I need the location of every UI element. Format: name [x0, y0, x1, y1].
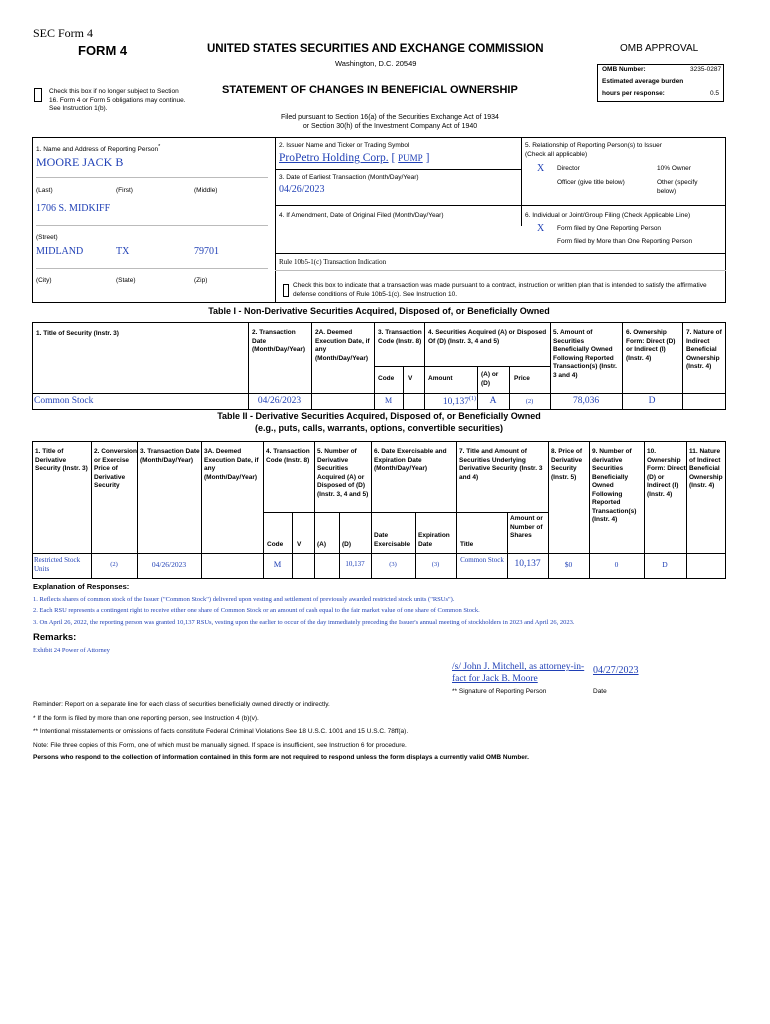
t1-sub-code: Code — [378, 375, 395, 382]
state-label: (State) — [116, 277, 136, 284]
earliest-date: 04/26/2023 — [279, 184, 325, 195]
footer-note-2: ** Intentional misstatements or omissions of facts constitute Federal Criminal Violations See 18 U.S.C. 1001 and 15 U.S.C. 78ff(a). — [33, 728, 409, 735]
filed-pursuant-1: Filed pursuant to Section 16(a) of the Securities Exchange Act of 1934 — [281, 114, 499, 121]
t1-row-amount: 10,137$^{(1)}$ — [442, 396, 476, 408]
officer-label: Officer (give title below) — [557, 179, 625, 186]
t2-h4: 4. Transaction Code (Instr. 8) — [266, 448, 310, 464]
reporting-person-label: 1. Name and Address of Reporting Person* — [36, 144, 161, 154]
t2-row-d: 10,137 — [345, 560, 365, 568]
t2-sub-code: Code — [267, 541, 284, 548]
omb-title: OMB APPROVAL — [620, 43, 699, 54]
omb-hours-label: hours per response: — [602, 90, 665, 97]
street-value: 1706 S. MIDKIFF — [36, 203, 111, 214]
remarks-heading: Remarks: — [33, 632, 77, 643]
section16-checkbox[interactable] — [34, 88, 42, 102]
t2-sub-a: (A) — [317, 541, 327, 548]
signature-name: /s/ John J. Mitchell, as attorney-in-fact for Jack B. Moore — [452, 662, 585, 684]
doc-label: SEC Form 4 — [33, 26, 94, 40]
statement-title: STATEMENT OF CHANGES IN BENEFICIAL OWNERSHIP — [222, 84, 518, 96]
t2-h3a: 3A. Deemed Execution Date, if any (Month/Day/Year) — [204, 448, 259, 481]
remarks-text: Exhibit 24 Power of Attorney — [33, 647, 110, 654]
t2-row-date: 04/26/2023 — [151, 560, 187, 569]
issuer-name[interactable]: ProPetro Holding Corp. — [279, 152, 389, 164]
t1-row-ad: A — [489, 396, 497, 406]
footer-note-4: Persons who respond to the collection of information contained in this form are not required to respond unless the form displays a currently valid OMB Number. — [33, 754, 529, 761]
section16-text: Check this box if no longer subject to Section 16. Form 4 or Form 5 obligations may continue. See Instruction 1(b). — [49, 88, 186, 112]
first-label: (First) — [116, 187, 133, 194]
t1-sub-v: V — [408, 375, 413, 382]
last-label: (Last) — [36, 187, 53, 194]
city-label: (City) — [36, 277, 52, 284]
zip-value: 79701 — [194, 246, 219, 257]
t2-h8: 8. Price of Derivative Security (Instr. 5) — [551, 448, 583, 481]
t1-row-form: D — [648, 396, 656, 406]
agency-title: UNITED STATES SECURITIES AND EXCHANGE COMMISSION — [207, 43, 544, 55]
t2-h1: 1. Title of Derivative Security (Instr. 3) — [35, 448, 88, 472]
t1-h3: 3. Transaction Code (Instr. 8) — [378, 329, 422, 345]
one-person-mark[interactable]: X — [537, 223, 545, 234]
street-label: (Street) — [36, 234, 58, 241]
table2-title: Table II - Derivative Securities Acquired, Disposed of, or Beneficially Owned — [217, 411, 541, 421]
t2-h5: 5. Number of Derivative Securities Acquired (A) or Disposed of (D) (Instr. 3, 4 and 5) — [317, 448, 369, 498]
city-value: MIDLAND — [36, 246, 84, 257]
t1-h7: 7. Nature of Indirect Beneficial Ownership (Instr. 4) — [686, 329, 722, 370]
t2-row-und-amount: 10,137 — [514, 559, 541, 569]
t1-h5: 5. Amount of Securities Beneficially Owned Following Reported Transaction(s) (Instr. 3 and 4) — [553, 329, 617, 379]
t1-h1: 1. Title of Security (Instr. 3) — [36, 330, 119, 337]
t1-sub-price: Price — [514, 375, 530, 382]
relationship-sublabel: (Check all applicable) — [525, 151, 588, 158]
t2-row-exercisable: (3) — [389, 561, 397, 568]
t2-h11: 11. Nature of Indirect Beneficial Ownership (Instr. 4) — [689, 448, 723, 489]
t2-sub-v: V — [297, 541, 302, 548]
more-person-label: Form filed by More than One Reporting Person — [557, 238, 693, 245]
zip-label: (Zip) — [194, 277, 208, 284]
t2-row-price: $0 — [564, 560, 573, 569]
t2-row-und-title: Common Stock — [460, 556, 504, 564]
footer-note-1: * If the form is filed by more than one reporting person, see Instruction 4 (b)(v). — [33, 715, 259, 722]
middle-label: (Middle) — [194, 187, 218, 194]
t2-sub-expiration: Expiration Date — [418, 532, 450, 548]
explanation-2: 2. Each RSU represents a contingent right to receive either one share of Common Stock or an amount of cash equal to the fair market value of one share of Common Stock. — [33, 607, 480, 614]
issuer-name-line: ProPetro Holding Corp. [ PUMP ] — [279, 152, 430, 164]
t2-h2: 2. Conversion or Exercise Price of Derivative Security — [94, 448, 137, 489]
omb-number: 3235-0287 — [690, 66, 722, 73]
t2-sub-amount: Amount or Number of Shares — [510, 515, 543, 539]
rule-checkbox[interactable] — [283, 284, 289, 297]
t2-sub-exercisable: Date Exercisable — [374, 532, 411, 548]
t1-row-price: (2) — [525, 398, 534, 405]
state-value: TX — [116, 246, 130, 257]
t1-row-code: M — [384, 396, 393, 405]
omb-hours: 0.5 — [710, 90, 720, 97]
footer-note-3: Note: File three copies of this Form, one of which must be manually signed. If space is insufficient, see Instruction 6 for procedure. — [33, 742, 407, 749]
one-person-label: Form filed by One Reporting Person — [557, 225, 662, 232]
explanation-heading: Explanation of Responses: — [33, 582, 130, 591]
explanation-3: 3. On April 26, 2022, the reporting person was granted 10,137 RSUs, vesting upon the earlier to occur of the day immediately preceding the Issuer's annual meeting of stockholders in 2023 and April 26, 2023. — [33, 619, 575, 626]
footer-reminder: Reminder: Report on a separate line for each class of securities beneficially owned directly or indirectly. — [33, 701, 330, 708]
t2-row-expiration: (3) — [431, 561, 440, 568]
t1-sub-amount: Amount — [428, 375, 453, 382]
filed-pursuant-2: or Section 30(h) of the Investment Company Act of 1940 — [302, 123, 478, 130]
t2-row-form: D — [662, 560, 668, 569]
signature-date-label: Date — [593, 688, 607, 695]
omb-burden-label: Estimated average burden — [602, 78, 684, 85]
t1-row-date: 04/26/2023 — [257, 396, 302, 406]
signature-label: ** Signature of Reporting Person — [452, 688, 547, 695]
table1-title: Table I - Non-Derivative Securities Acquired, Disposed of, or Beneficially Owned — [208, 306, 550, 316]
t2-row-conversion: (2) — [110, 561, 118, 568]
omb-number-label: OMB Number: — [602, 66, 646, 73]
t1-h2a: 2A. Deemed Execution Date, if any (Month/Day/Year) — [315, 329, 370, 362]
director-label: Director — [557, 165, 580, 172]
rule-text: Check this box to indicate that a transaction was made pursuant to a contract, instruction or written plan that is intended to satisfy the affirmative defense conditions of Rule 10b5-1(c). See Instruction 10. — [293, 282, 707, 298]
earliest-date-label: 3. Date of Earliest Transaction (Month/Day/Year) — [279, 174, 419, 181]
amendment-label: 4. If Amendment, Date of Original Filed (Month/Day/Year) — [279, 212, 444, 219]
t2-h7: 7. Title and Amount of Securities Underlying Derivative Security (Instr. 3 and 4) — [459, 448, 543, 481]
t2-row-title: Restricted Stock Units — [34, 556, 81, 573]
relationship-label: 5. Relationship of Reporting Person(s) to Issuer — [525, 142, 662, 149]
ten-pct-label: 10% Owner — [657, 165, 691, 172]
t2-h9: 9. Number of derivative Securities Beneficially Owned Following Reported Transaction(s) (Instr. 4) — [592, 448, 637, 523]
agency-location: Washington, D.C. 20549 — [335, 59, 417, 68]
other-label: Other (specify below) — [657, 179, 698, 195]
rule-label: Rule 10b5-1(c) Transaction Indication — [279, 258, 387, 266]
t1-h2: 2. Transaction Date (Month/Day/Year) — [252, 329, 306, 353]
t2-sub-d: (D) — [342, 541, 352, 548]
explanation-1: 1. Reflects shares of common stock of the Issuer ("Common Stock") delivered upon vesting and settlement of previously awarded restricted stock units ("RSUs"). — [33, 596, 455, 603]
issuer-ticker[interactable]: PUMP — [398, 153, 423, 163]
t1-row-owned: 78,036 — [572, 396, 600, 406]
t1-row-title: Common Stock — [34, 396, 94, 406]
filing-label: 6. Individual or Joint/Group Filing (Check Applicable Line) — [525, 212, 691, 219]
t2-row-code: M — [273, 559, 282, 569]
t2-h10: 10. Ownership Form: Direct (D) or Indirect (I) (Instr. 4) — [647, 448, 686, 498]
form-number: FORM 4 — [78, 43, 128, 58]
t2-sub-title: Title — [460, 541, 474, 548]
director-mark[interactable]: X — [537, 163, 545, 174]
t1-h6: 6. Ownership Form: Direct (D) or Indirect (I) (Instr. 4) — [626, 329, 676, 362]
t2-h3: 3. Transaction Date (Month/Day/Year) — [140, 448, 200, 464]
table2-subtitle: (e.g., puts, calls, warrants, options, convertible securities) — [254, 423, 504, 433]
t1-sub-ad: (A) or (D) — [481, 371, 499, 387]
reporting-person-name: MOORE JACK B — [36, 155, 124, 169]
t2-row-owned: 0 — [614, 560, 619, 569]
issuer-label: 2. Issuer Name and Ticker or Trading Symbol — [279, 142, 410, 149]
t1-h4: 4. Securities Acquired (A) or Disposed Of (D) (Instr. 3, 4 and 5) — [428, 329, 547, 345]
t2-h6: 6. Date Exercisable and Expiration Date (Month/Day/Year) — [374, 448, 447, 472]
signature-date: 04/27/2023 — [593, 665, 639, 676]
